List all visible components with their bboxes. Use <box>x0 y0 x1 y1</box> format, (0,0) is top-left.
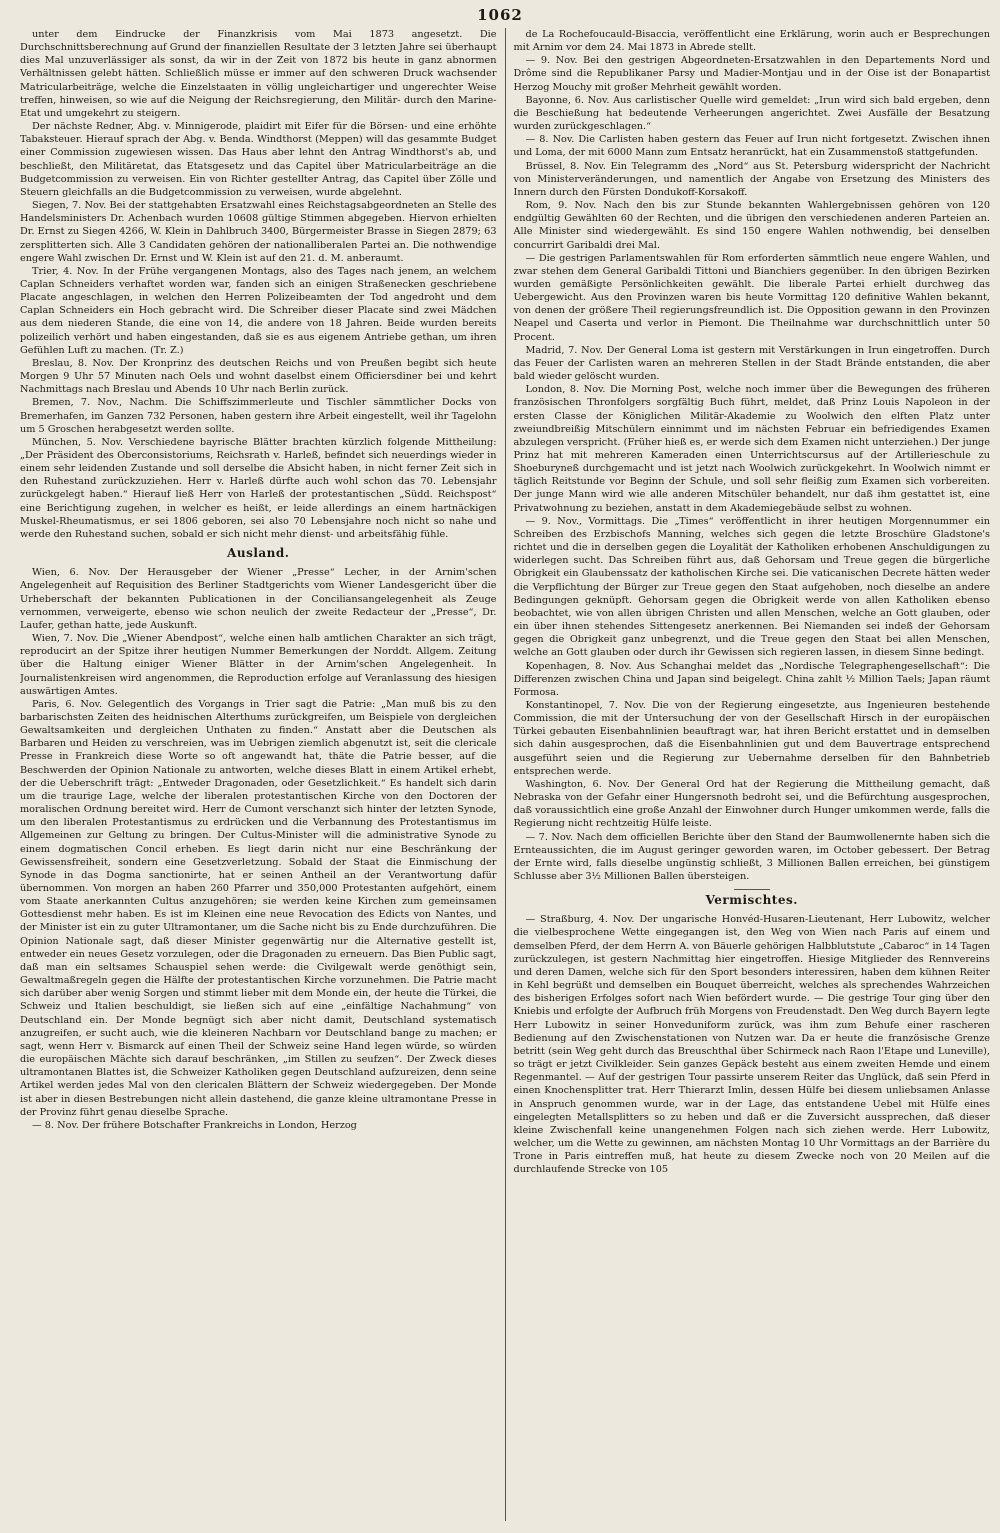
article-paragraph: London, 8. Nov. Die Morning Post, welche noch immer über die Bewegungen des früheren französischen Thronfolgers sorgfältig Buch führt, meldet, daß Prinz Louis Napoleon in der ersten Classe der Königlichen Militär-Akademie zu Woolwich den elften Platz unter zweiundbreißig Mitschülern einnimmt und im nächsten Februar ein befriedigendes Examen abzulegen verspricht. (Früher hieß es, er werde sich dem Examen nicht unterziehen.) Der junge Prinz hat mit mehreren Kameraden einen Unterrichtscursus auf der Artillerieschule zu Shoeburyneß durchgemacht und ist jetzt nach Woolwich zurückgekehrt. In Woolwich nimmt er täglich Reitstunde vor Beginn der Schule, und soll sehr fleißig zum Examen sich vorbereiten. Der junge Mann wird wie alle anderen Mitschüler behandelt, nur daß ihm gestattet ist, eine Privatwohnung zu beziehen, anstatt in dem Akademiegebäude selbst zu wohnen. <box>513 384 990 514</box>
section-heading-block <box>20 547 497 560</box>
left-column <box>20 28 505 1521</box>
article-paragraph: Konstantinopel, 7. Nov. Die von der Regierung eingesetzte, aus Ingenieuren bestehende Commission, die mit der Untersuchung der von der Gesellschaft Hirsch in der europäischen Türkei gebauten Eisenbahnlinien beauftragt war, hat ihren Bericht erstattet und in demselben sich dahin ausgesprochen, daß die Eisenbahnlinien gut und dem Bauvertrage entsprechend ausgeführt seien und die Regierung zur Uebernahme derselben für den Bahnbetrieb entsprechen werde. <box>513 699 990 777</box>
article-paragraph: — Straßburg, 4. Nov. Der ungarische Honvéd-Husaren-Lieutenant, Herr Lubowitz, welcher die vielbesprochene Wette eingegangen ist, den Weg von Wien nach Paris auf einem und demselben Pferd, der dem Herrn A. von Bäuerle gehörigen Halbblutstute „Cabaroc“ in 14 Tagen zurückzulegen, ist gestern Nachmittag hier eingetroffen. Hiesige Mitglieder des Rennvereins und deren Damen, welche sich für den Sport besonders interessiren, haben dem kühnen Reiter in Kehl begrüßt und demselben ein Bouquet überreicht, welches als sprechendes Wahrzeichen des bisherigen Erfolges sofort nach Wien befördert wurde. — Die gestrige Tour ging über den Kniebis und erfolgte der Aufbruch früh Morgens von Freudenstadt. Den Weg durch Bayern legte Herr Lubowitz in seiner Honveduniform zurück, was ihm zum Behufe einer rascheren Bedienung auf den Zwischenstationen von Nutzen war. Da er heute die französische Grenze betritt (sein Weg geht durch das Breuschthal über Schirmeck nach Raon l'Etape und Luneville), so trägt er jetzt Civilkleider. Sein ganzes Gepäck besteht aus einem zweiten Hemde und einem Regenmantel. — Auf der gestrigen Tour passirte unserem Reiter das Unglück, daß sein Pferd in einen Knochensplitter trat. Herr Thierarzt Imlin, dessen Hülfe bei diesem unliebsamen Anlasse in Anspruch genommen wurde, war in der Lage, das entstandene Uebel mit Hülfe eines eingelegten Metallsplitters so zu heben und daß er die Zuversicht aussprechen, daß dieser kleine Zwischenfall keine unangenehmen Folgen nach sich ziehen werde. Herr Lubowitz, welcher, um die Wette zu gewinnen, am nächsten Montag 10 Uhr Vormittags an der Barrière du Trone in Paris eintreffen muß, hat heute zu diesem Zwecke noch von 20 Meilen auf die durchlaufende Strecke von 105 <box>513 914 990 1176</box>
article-paragraph: — 8. Nov. Der frühere Botschafter Frankreichs in London, Herzog <box>32 1119 357 1131</box>
article-paragraph: Rom, 9. Nov. Nach den bis zur Stunde bekannten Wahlergebnissen gehören von 120 endgültig Gewählten 60 der Rechten, und die übrigen den verschiedenen anderen Parteien an. Alle Minister sind wiedergewählt. Es sind 150 engere Wahlen nothwendig, bei denselben concurrirt Garibaldi drei Mal. <box>513 200 990 251</box>
columns <box>20 28 990 1521</box>
article-paragraph: — 8. Nov. Die Carlisten haben gestern das Feuer auf Irun nicht fortgesetzt. Zwischen ihnen und Loma, der mit 6000 Mann zum Entsatz heranrückt, hat ein Zusammenstoß stattgefunden. <box>513 134 990 159</box>
right-column <box>505 28 991 1521</box>
article-paragraph: München, 5. Nov. Verschiedene bayrische Blätter brachten kürzlich folgende Mittheilung: „Der Präsident des Oberconsistoriums, Reichsrath v. Harleß, befindet sich neuerdings wieder in einem sehr leidenden Zustande und soll derselbe die Absicht haben, in nicht ferner Zeit sich in den Ruhestand zurückzuziehen. Herr v. Harleß dürfte auch wohl schon das 70. Lebensjahr zurückgelegt haben.“ Hierauf ließ Herr von Harleß der protestantischen „Südd. Reichspost“ eine Berichtigung zugehen, in welcher es heißt, er leide allerdings an einem hartnäckigen Muskel-Rheumatismus, er sei 1806 geboren, sei also 70 Lebensjahre noch nicht so nahe und werde den Ruhestand suchen, sobald er sich nicht mehr dienst- und arbeitsfähig fühle. <box>20 436 497 540</box>
article-paragraph: Bayonne, 6. Nov. Aus carlistischer Quelle wird gemeldet: „Irun wird sich bald ergeben, denn die Beschießung hat bedeutende Verheerungen angerichtet. Zwei Ausfälle der Besatzung wurden zurückgeschlagen.“ <box>513 94 990 133</box>
article-paragraph: Breslau, 8. Nov. Der Kronprinz des deutschen Reichs und von Preußen begibt sich heute Morgen 9 Uhr 57 Minuten nach Oels und wohnt daselbst einem Officiersdiner bei und kehrt Nachmittags nach Breslau und Abends 10 Uhr nach Berlin zurück. <box>20 357 497 396</box>
article-paragraph: de La Rochefoucauld-Bisaccia, veröffentlicht eine Erklärung, worin auch er Besprechungen mit Arnim vor dem 24. Mai 1873 in Abrede stellt. <box>513 29 990 54</box>
article-paragraph: — 9. Nov. Bei den gestrigen Abgeordneten-Ersatzwahlen in den Departements Nord und Drôme sind die Republikaner Parsy und Madier-Montjau und in der Oise ist der Bonapartist Herzog Mouchy mit großer Mehrheit gewählt worden. <box>513 55 990 93</box>
article-paragraph: Paris, 6. Nov. Gelegentlich des Vorgangs in Trier sagt die Patrie: „Man muß bis zu den barbarischsten Zeiten des heidnischen Alterthums zurückgreifen, um Beispiele von dergleichen Gewaltsamkeiten und dergleichen Unthaten zu finden.“ Anstatt aber die Deutschen als Barbaren und Heiden zu verschreien, was im Uebrigen ziemlich abgenutzt ist, seit die clericale Presse in Frankreich diese Worte so oft angewandt hat, thäte die Patrie besser, auf die Beschwerden der Opinion Nationale zu antworten, welche dieses Blatt in einem Artikel erhebt, der die Ueberschrift trägt: „Entweder Dragonaden, oder Gesetzlichkeit.“ Es handelt sich darin um die traurige Lage, welche der liberalen protestantischen Kirche von den Doctoren der moralischen Ordnung bereitet wird. Herr de Cumont verschanzt sich hinter der letzten Synode, um den liberalen Protestantismus zu erdrücken und die Verbannung des Protestantismus im Allgemeinen zur Geltung zu bringen. Der Cultus-Minister will die administrative Synode zu einem dogmatischen Concil erheben. Es liegt darin nicht nur eine Beschränkung der Gewissensfreiheit, sondern eine Gesetzverletzung. Sobald der Staat die Einmischung der Synode in das Dogma sanctionirte, hat er seinen Antheil an der Verantwortung dafür übernommen. Von morgen an haben 260 Pfarrer und 350,000 Protestanten aufgehört, einem vom Staate anerkannten Cultus anzugehören; sie werden keine Kirchen zum gemeinsamen Gottesdienst mehr haben. Es ist im Kleinen eine neue Revocation des Edicts von Nantes, und der Minister ist ein zu guter Ultramontaner, um die Sache nicht bis zu Ende durchzuführen. Die Opinion Nationale sagt, daß dieser Minister gegenwärtig nur die Alternative gestellt ist, entweder ein neues Gesetz vorzulegen, oder die Dragonaden zu erneuern. Das Bien Public sagt, daß man ein seltsames Schauspiel sehen werde: die Civilgewalt werde genöthigt sein, Gewaltmaßregeln gegen die Hälfte der protestantischen Kirche vorzunehmen. Die Patrie macht sich darüber aber wenig Sorgen und stimmt lieber mit dem Monde ein, der heute die Türkei, die Schweiz und Italien beschuldigt, sie ließen sich auf eine „einfältige Nachahmung“ von Deutschland ein. Der Monde begnügt sich aber nicht damit, Deutschland systematisch anzugreifen, er sucht auch, wie die kleineren Nachbarn vor Deutschland bange zu machen; er sagt, wenn Herr v. Bismarck auf einen Theil der Schweiz seine Hand legen würde, so würden die europäischen Mächte sich darauf beschränken, „im Stillen zu seufzen“. Der Zweck dieses ultramontanen Blattes ist, die Schweizer Katholiken gegen Deutschland aufzureizen, denn seine Artikel werden jedes Mal von den clericalen Blättern der Schweiz wiedergegeben. Der Monde ist aber in diesen Bestrebungen nicht allein dastehend, die ganze kleine ultramontane Presse in der Provinz führt genau dieselbe Sprache. <box>20 698 497 1118</box>
article-paragraph: Washington, 6. Nov. Der General Ord hat der Regierung die Mittheilung gemacht, daß Nebraska von der Gefahr einer Hungersnoth bedroht sei, und die Befürchtung ausgesprochen, daß voraussichtlich eine große Anzahl der Einwohner durch Hunger umkommen werde, falls die Regierung nicht rechtzeitig Hülfe leiste. <box>513 778 990 830</box>
article-paragraph: Madrid, 7. Nov. Der General Loma ist gestern mit Verstärkungen in Irun eingetroffen. Durch das Feuer der Carlisten waren an mehreren Stellen in der Stadt Brände entstanden, die aber bald wieder gelöscht wurden. <box>513 344 990 383</box>
article-paragraph: Siegen, 7. Nov. Bei der stattgehabten Ersatzwahl eines Reichstagsabgeordneten an Stelle des Handelsministers Dr. Achenbach wurden 10608 gültige Stimmen abgegeben. Hiervon erhielten Dr. Ernst zu Siegen 4266, W. Klein in Dahlbruch 3400, Bürgermeister Brasse in Siegen 2879; 63 zersplitterten sich. Alle 3 Candidaten gehören der nationalliberalen Partei an. Die nothwendige engere Wahl zwischen Dr. Ernst und W. Klein ist auf den 21. d. M. anberaumt. <box>20 200 497 264</box>
heading-rule <box>734 889 770 890</box>
article-paragraph: Wien, 6. Nov. Der Herausgeber der Wiener „Presse“ Lecher, in der Arnim'schen Angelegenheit auf Requisition des Berliner Stadtgerichts vom Wiener Landesgericht über die Urheberschaft der bekannten Publicationen in der Conciliansangelegenheit als Zeuge vernommen, verweigerte, ebenso wie schon neulich der zweite Redacteur der „Presse“, Dr. Laufer, gethan hatte, jede Auskunft. <box>20 567 497 631</box>
article-paragraph: Der nächste Redner, Abg. v. Minnigerode, plaidirt mit Eifer für die Börsen- und eine erhöhte Tabaksteuer. Hierauf sprach der Abg. v. Benda. Windthorst (Meppen) will das gesammte Budget einer Commission zugewiesen wissen. Das Haus aber lehnt den Antrag Windthorst's ab, und beschließt, den Militäretat, das Etatsgesetz und das Capitel über Matricularbeiträge an die Budgetcommission zu verweisen. Ein von Richter gestellter Antrag, das Capitel über Zölle und Steuern gleichfalls an die Budgetcommission zu verweisen, wurde abgelehnt. <box>20 121 497 198</box>
section-heading-block <box>514 889 991 907</box>
article-paragraph: — Die gestrigen Parlamentswahlen für Rom erforderten sämmtlich neue engere Wahlen, und zwar stehen dem General Garibaldi Tittoni und Bianchiers gegenüber. In den übrigen Bezirken wurden gemäßigte Persönlichkeiten gewählt. Die liberale Partei erhielt durchweg das Uebergewicht. Aus den Provinzen waren bis heute Vormittag 120 definitive Wahlen bekannt, von denen der größere Theil regierungsfreundlich ist. Die Opposition gewann in den Provinzen Neapel und Caserta und verlor in Piemont. Die Theilnahme war durchschnittlich unter 50 Procent. <box>513 252 990 343</box>
section-heading-vermischtes: Vermischtes. <box>705 893 798 908</box>
section-heading-ausland: Ausland. <box>227 546 290 561</box>
article-paragraph: — 9. Nov., Vormittags. Die „Times“ veröffentlicht in ihrer heutigen Morgennummer ein Schreiben des Erzbischofs Manning, welches sich gegen die letzte Broschüre Gladstone's richtet und die in derselben gegen die Loyalität der Katholiken erhobenen Anschuldigungen zu widerlegen sucht. Das Schreiben führt aus, daß Gehorsam und Treue gegen die bürgerliche Obrigkeit ein Glaubenssatz der katholischen Kirche sei. Die vaticanischen Decrete hätten weder die Verpflichtung der Bürger zur Treue gegen den Staat aufgehoben, noch dieselbe an andere Bedingungen geknüpft. Gehorsam gegen die Obrigkeit werde von allen Katholiken ebenso beobachtet, wie von allen übrigen Christen und allen Menschen, welche an Gott glauben, oder ein über ihnen stehendes Sittengesetz anerkennen. Bei Niemanden sei indeß der Gehorsam gegen die Obrigkeit ganz unbegrenzt, und die Treue gegen den Staat bei allen Menschen, welche an Gott glauben oder durch ihr Gewissen sich regieren lassen, in diesem Sinne bedingt. <box>513 515 990 659</box>
article-paragraph: Trier, 4. Nov. In der Frühe vergangenen Montags, also des Tages nach jenem, an welchem Caplan Schneiders verhaftet worden war, fanden sich an einigen Straßenecken geschriebene Placate angeschlagen, in welchen den Herren Polizeibeamten der Tod angedroht und dem Caplan Schneiders ein Hoch gebracht wird. Die Schreiber dieser Placate sind zwei Mädchen aus dem niederen Stande, die eine von 14, die andere von 18 Jahren. Beide wurden bereits polizeilich verhört und haben eingestanden, daß sie es aus eigenem Antriebe gethan, um ihren Gefühlen Luft zu machen. (Tr. Z.) <box>20 265 497 356</box>
article-paragraph: Kopenhagen, 8. Nov. Aus Schanghai meldet das „Nordische Telegraphengesellschaft“: Die Differenzen zwischen China und Japan sind beigelegt. China zahlt ½ Million Taels; Japan räumt Formosa. <box>513 660 990 698</box>
article-paragraph: Brüssel, 8. Nov. Ein Telegramm des „Nord“ aus St. Petersburg widerspricht der Nachricht von Ministerveränderungen, und namentlich der Angabe von Ersetzung des Ministers des Innern durch den Fürsten Dondukoff-Korsakoff. <box>513 160 990 198</box>
article-paragraph: — 7. Nov. Nach dem officiellen Berichte über den Stand der Baumwollenernte haben sich die Ernteaussichten, die im August geringer geworden waren, im October gebessert. Der Betrag der Ernte wird, falls dieselbe ungünstig schließt, 3 Millionen Ballen erreichen, bei günstigem Schlusse aber 3½ Millionen Ballen übersteigen. <box>513 831 990 882</box>
article-paragraph: Wien, 7. Nov. Die „Wiener Abendpost“, welche einen halb amtlichen Charakter an sich trägt, reproducirt an der Spitze ihrer heutigen Nummer Bemerkungen der Norddt. Allgem. Zeitung über die Haltung einiger Wiener Blätter in der Arnim'schen Angelegenheit. In Journalistenkreisen wird angenommen, die Reproduction erfolge auf Veranlassung des hiesigen auswärtigen Amtes. <box>20 633 497 697</box>
page-number: 1062 <box>477 6 523 24</box>
article-paragraph: unter dem Eindrucke der Finanzkrisis vom Mai 1873 angesetzt. Die Durchschnittsberechnung auf Grund der finanziellen Resultate der 3 letzten Jahre sei überhaupt dies Mal unzuverlässiger als sonst, da wir in der Zeit von 1872 bis heute in ganz abnormen Verhältnissen gelebt hätten. Schließlich müsse er immer auf den schweren Druck wachsender Matricularbeiträge, welche die Einzelstaaten in völlig ungleichartiger und ungerechter Weise treffen, hinweisen, so wie auf die Neigung der Reichsregierung, den Militär- durch den Marine-Etat und umgekehrt zu steigern. <box>20 29 497 119</box>
article-paragraph: Bremen, 7. Nov., Nachm. Die Schiffszimmerleute und Tischler sämmtlicher Docks von Bremerhafen, im Ganzen 732 Personen, haben gestern ihre Arbeit eingestellt, weil ihr Tagelohn um 5 Groschen herabgesetzt werden sollte. <box>20 397 497 435</box>
